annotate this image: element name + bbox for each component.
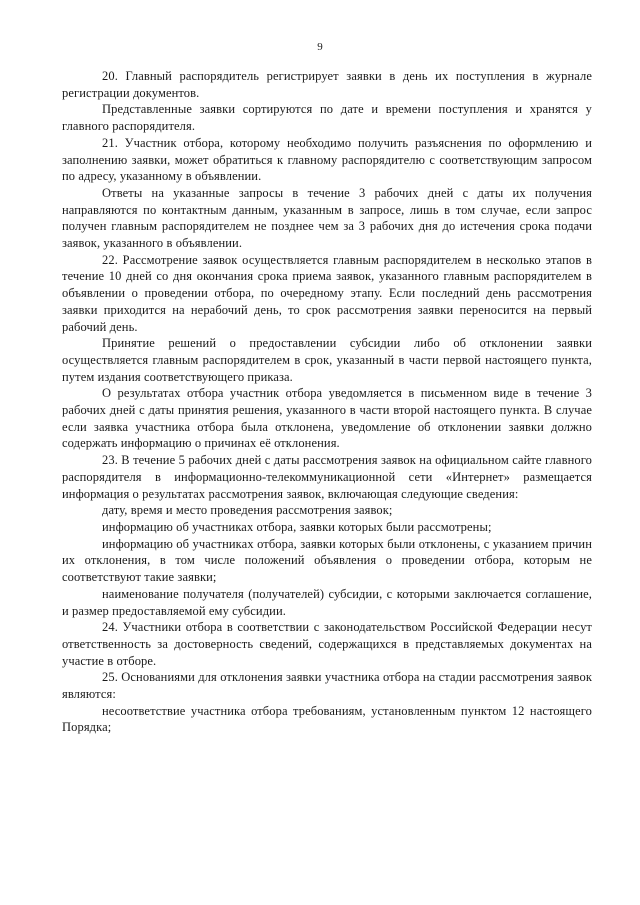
- paragraph-21: 21. Участник отбора, которому необходимо получить разъяснения по оформлению и заполнению заявки, может обратиться к главному распорядителю с соответствующим запросом по адресу, указанному в объявлении.: [62, 135, 592, 184]
- paragraph-23-item-reviewed: информацию об участниках отбора, заявки которых были рассмотрены;: [102, 519, 492, 534]
- page-number: 9: [317, 41, 323, 53]
- paragraph-20-sorting: Представленные заявки сортируются по дате и времени поступления и хранятся у главного распорядителя.: [62, 102, 592, 134]
- paragraph-22-decision: Принятие решений о предоставлении субсидии либо об отклонении заявки осуществляется главным распорядителем в срок, указанный в части первой настоящего пункта, путем издания соответствующего приказа.: [62, 336, 592, 384]
- paragraph-23: 23. В течение 5 рабочих дней с даты рассмотрения заявок на официальном сайте главного распорядителя в информационно-телекоммуникационной сети «Интернет» размещается информация о результатах рассмотрения заявок, включающая следующие сведения:: [62, 453, 592, 501]
- paragraph-20: 20. Главный распорядитель регистрирует заявки в день их поступления в журнале регистрации документов.: [62, 69, 592, 100]
- paragraph-21-answers: Ответы на указанные запросы в течение 3 рабочих дней с даты их получения направляются по контактным данным, указанным в запросе, лишь в том случае, если запрос получен главным распорядителем не позднее чем за 3 рабочих дня до истечения срока подачи заявок, указанного в объявлении.: [62, 185, 592, 251]
- paragraph-22-notification: О результатах отбора участник отбора уведомляется в письменном виде в течение 3 рабочих дней с даты принятия решения, указанного в части второй настоящего пункта. В случае если заявка участника отбора была отклонена, уведомление об отклонении заявки должно содержать информацию о причинах её отклонения.: [62, 386, 592, 451]
- paragraph-24: 24. Участники отбора в соответствии с законодательством Российской Федерации несут ответственность за достоверность сведений, содержащихся в представляемых документах на участие в отборе.: [62, 620, 592, 668]
- paragraph-25-item-1: несоответствие участника отбора требованиям, установленным пунктом 12 настоящего Порядка;: [62, 703, 592, 735]
- paragraph-23-item-date: дату, время и место проведения рассмотрения заявок;: [102, 503, 393, 518]
- document-body: [62, 68, 592, 736]
- paragraph-23-item-recipient: наименование получателя (получателей) субсидии, с которыми заключается соглашение, и размер предоставляемой ему субсидии.: [62, 586, 592, 618]
- paragraph-23-item-rejected: информацию об участниках отбора, заявки которых были отклонены, с указанием причин их отклонения, в том числе положений объявления о проведении отбора, которым не соответствуют такие заявки;: [62, 536, 592, 585]
- paragraph-25: 25. Основаниями для отклонения заявки участника отбора на стадии рассмотрения заявок являются:: [62, 670, 592, 702]
- paragraph-22: 22. Рассмотрение заявок осуществляется главным распорядителем в несколько этапов в течение 10 дней со дня окончания срока приема заявок, указанного главным распорядителем в объявлении о проведении отбора, по очередному этапу. Если последний день рассмотрения заявки приходится на нерабочий день, то срок рассмотрения заявки переносится на первый рабочий день.: [62, 252, 592, 334]
